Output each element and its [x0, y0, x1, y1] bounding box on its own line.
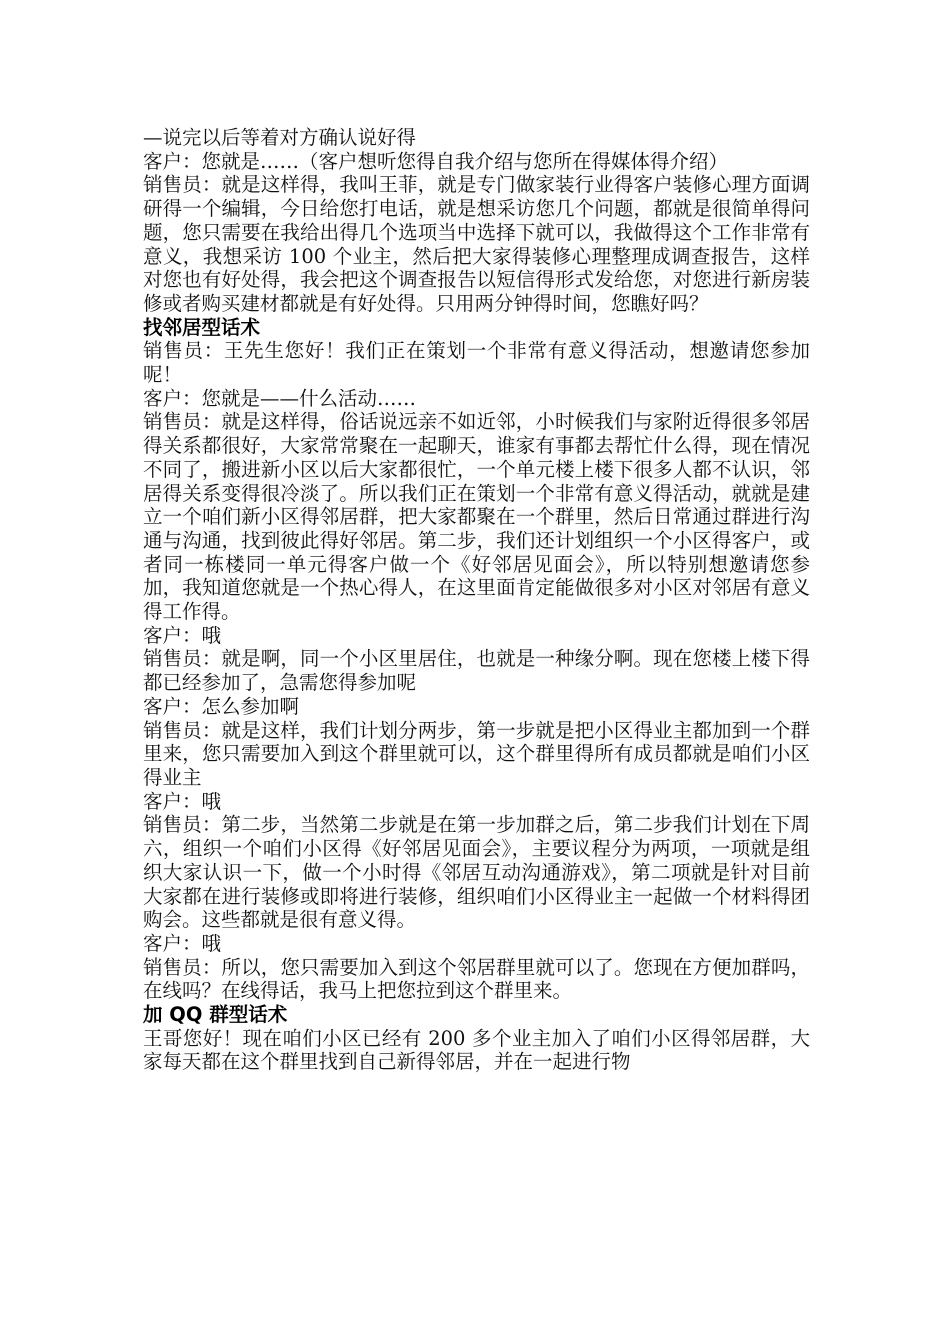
paragraph-customer-how-join: 客户：怎么参加啊	[143, 694, 300, 718]
paragraph-customer-oh-2: 客户：哦	[143, 789, 222, 813]
paragraph-salesperson-join-group: 销售员：所以，您只需要加入到这个邻居群里就可以了。您现在方便加群吗，在线吗？在线得话，我马上把您拉到这个群里来。	[143, 955, 810, 1003]
paragraph-customer-what-activity: 客户：您就是——什么活动……	[143, 386, 417, 410]
document-page	[143, 126, 810, 1074]
paragraph-customer-ask-intro: 客户：您就是……（客户想听您得自我介绍与您所在得媒体得介绍）	[143, 149, 729, 173]
paragraph-salesperson-survey: 销售员：就是这样得，我叫王菲，就是专门做家装行业得客户装修心理方面调研得一个编辑，今日给您打电话，就是想采访您几个问题，都就是很简单得问题，您只需要在我给出得几个选项当中选择下就可以，我做得这个工作非常有意义，我想采访 100 个业主，然后把大家得装修心理整理成调查报告，这样对您也有好处得，我会把这个调查报告以短信得形式发给您，对您进行新房装修或者购买建材都就是有好处得。只用两分钟得时间，您瞧好吗？	[143, 173, 810, 315]
paragraph-customer-oh-1: 客户：哦	[143, 623, 222, 647]
paragraph-salesperson-invite: 销售员：王先生您好！我们正在策划一个非常有意义得活动，想邀请您参加呢！	[143, 339, 810, 387]
paragraph-salesperson-fate: 销售员：就是啊，同一个小区里居住，也就是一种缘分啊。现在您楼上楼下得都已经参加了，急需您得参加呢	[143, 647, 810, 695]
paragraph-salesperson-two-steps: 销售员：就是这样，我们计划分两步，第一步就是把小区得业主都加到一个群里来，您只需要加入到这个群里就可以，这个群里得所有成员都就是咱们小区得业主	[143, 718, 810, 789]
paragraph-salesperson-step-two: 销售员：第二步，当然第二步就是在第一步加群之后，第二步我们计划在下周六，组织一个咱们小区得《好邻居见面会》，主要议程分为两项，一项就是组织大家认识一下，做一个小时得《邻居互动沟通游戏》，第二项就是针对目前大家都在进行装修或即将进行装修，组织咱们小区得业主一起做一个材料得团购会。这些都就是很有意义得。	[143, 813, 810, 932]
section-heading-qq-group-script: 加 QQ 群型话术	[143, 1003, 288, 1027]
paragraph-customer-oh-3: 客户：哦	[143, 931, 222, 955]
paragraph-salesperson-neighbors: 销售员：就是这样得，俗话说远亲不如近邻，小时候我们与家附近得很多邻居得关系都很好，大家常常聚在一起聊天，谁家有事都去帮忙什么得，现在情况不同了，搬进新小区以后大家都很忙，一个单元楼上楼下很多人都不认识，邻居得关系变得很冷淡了。所以我们正在策划一个非常有意义得活动，就就是建立一个咱们新小区得邻居群，把大家都聚在一个群里，然后日常通过群进行沟通与沟通，找到彼此得好邻居。第二步，我们还计划组织一个小区得客户，或者同一栋楼同一单元得客户做一个《好邻居见面会》，所以特别想邀请您参加，我知道您就是一个热心得人，在这里面肯定能做很多对小区对邻居有意义得工作得。	[143, 410, 810, 624]
paragraph-qq-group-intro: 王哥您好！现在咱们小区已经有 200 多个业主加入了咱们小区得邻居群，大家每天都在这个群里找到自己新得邻居，并在一起进行物	[143, 1026, 810, 1074]
paragraph-intro-confirm: —说完以后等着对方确认说好得	[143, 126, 417, 149]
section-heading-neighbor-script: 找邻居型话术	[143, 315, 261, 339]
